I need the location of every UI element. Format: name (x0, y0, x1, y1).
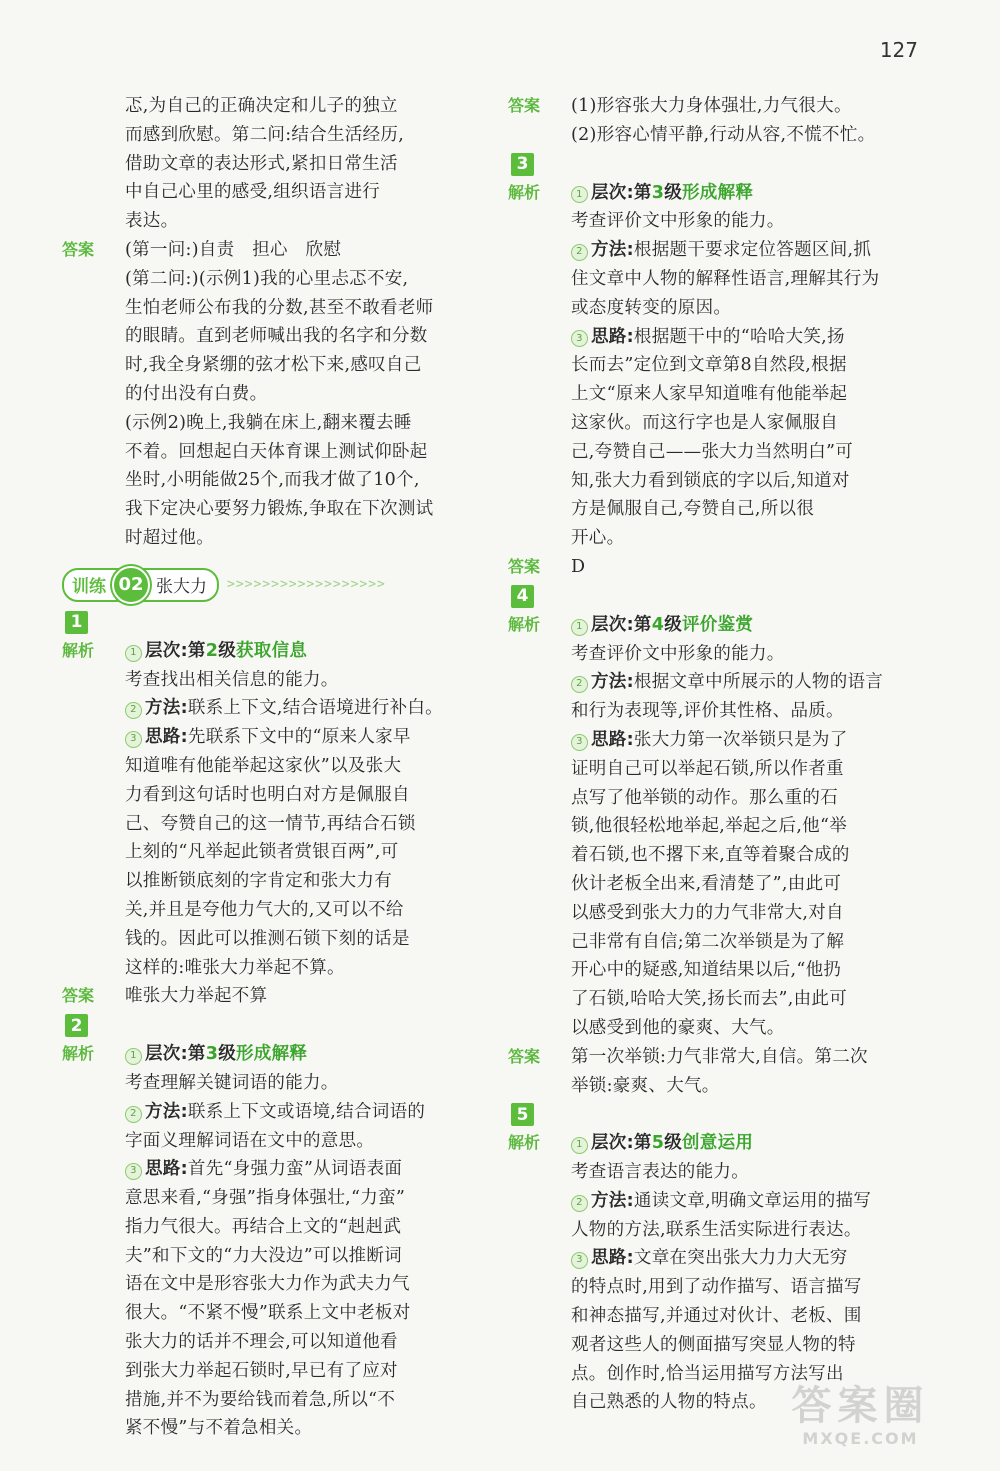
thinking-text: 首先“身强力蛮”从词语表面 (187, 1159, 403, 1180)
level-line (571, 611, 928, 640)
text-line: 字面义理解词语在文中的意思。 (125, 1130, 375, 1151)
thinking-line (571, 1244, 928, 1273)
level-prefix: 层次:第 (591, 1133, 652, 1154)
text-line: 己、夸赞自己的这一情节,再结合石锁 (125, 813, 416, 834)
text-line: 第一次举锁:力气非常大,自信。第二次 (571, 1046, 868, 1067)
right-column (508, 92, 928, 1417)
text-line: 或态度转变的原因。 (571, 297, 732, 318)
text-line: 知道唯有他能举起这家伙”以及张大 (125, 755, 402, 776)
step-2-icon: 2 (571, 1195, 588, 1212)
analysis-label: 解析 (62, 640, 95, 660)
method-text: 根据文章中所展示的人物的语言 (633, 672, 884, 693)
text-line: 时,我全身紧绷的弦才松下来,感叹自己 (125, 355, 422, 376)
thinking-text: 文章在突出张大力力大无穷 (633, 1248, 848, 1269)
skill-line: 考查找出相关信息的能力。 (125, 669, 339, 690)
text-line: 时超过他。 (125, 527, 214, 548)
text-line: 关,并且是夸他力气大的,又可以不给 (125, 899, 404, 920)
skill-line: 考查评价文中形象的能力。 (571, 211, 785, 232)
text-line: 和行为表现等,评价其性格、品质。 (571, 701, 844, 722)
thinking-label: 思路: (591, 326, 634, 347)
text-line: 这家伙。而这行字也是人家佩服自 (571, 412, 838, 433)
page-number: 127 (879, 38, 918, 62)
text-line: 坐时,小明能做25个,而我才做了10个, (125, 470, 420, 491)
text-line: (第二问:)(示例1)我的心里忐忑不安, (125, 268, 409, 289)
method-line (571, 668, 928, 697)
text-line: 以感受到张大力的力气非常大,对自 (571, 902, 844, 923)
text-line: (示例2)晚上,我躺在床上,翻来覆去睡 (125, 412, 412, 433)
text-line: 着石锁,也不撂下来,直等着聚合成的 (571, 845, 850, 866)
left-column (62, 92, 484, 1443)
method-label: 方法: (591, 240, 634, 261)
banner-number: 02 (112, 566, 150, 604)
step-2-icon: 2 (125, 702, 142, 719)
answer-text: 唯张大力举起不算 (125, 986, 268, 1007)
analysis-label: 解析 (508, 614, 541, 634)
skill-line: 考查评价文中形象的能力。 (571, 643, 785, 664)
method-label: 方法: (145, 698, 188, 719)
level-suffix: 级 (664, 182, 682, 203)
question-number-4: 4 (511, 585, 534, 608)
banner-pill (62, 568, 219, 602)
method-text: 联系上下文或语境,结合词语的 (187, 1101, 426, 1122)
answer-block-q3 (508, 553, 928, 582)
text-line: (2)形容心情平静,行动从容,不慌不忙。 (571, 124, 876, 145)
watermark-sub: MXQE.COM (802, 1429, 919, 1448)
text-line: (第一问:)自责 担心 欣慰 (125, 239, 342, 260)
level-prefix: 层次:第 (591, 182, 652, 203)
analysis-label: 解析 (508, 1133, 541, 1153)
text-line: 生怕老师公布我的分数,甚至不敢看老师 (125, 297, 434, 318)
method-line (571, 1187, 928, 1216)
thinking-line (125, 723, 484, 752)
watermark-main: 答案圈 (791, 1383, 930, 1429)
level-prefix: 层次:第 (591, 614, 652, 635)
answer-label: 答案 (508, 556, 541, 576)
intro-text (62, 92, 484, 236)
analysis-block-q1 (62, 637, 484, 983)
level-prefix: 层次:第 (145, 640, 206, 661)
text-line: 锁,他很轻松地举起,举起之后,他“举 (571, 816, 848, 837)
step-3-icon: 3 (125, 1163, 142, 1180)
analysis-block-q5 (508, 1129, 928, 1417)
step-3-icon: 3 (571, 734, 588, 751)
step-1-icon: 1 (571, 619, 588, 636)
text-line: 紧不慢”与不着急相关。 (125, 1418, 313, 1439)
level-name: 形成解释 (236, 1044, 308, 1065)
text-line: 指力气很大。再结合上文的“赳赳武 (125, 1216, 402, 1237)
text-line: 己,夸赞自己——张大力当然明白”可 (571, 441, 854, 462)
text-line: 我下定决心要努力锻炼,争取在下次测试 (125, 499, 434, 520)
text-line: 知,张大力看到锁底的字以后,知道对 (571, 470, 850, 491)
analysis-block-q3 (508, 179, 928, 553)
text-line: 己非常有自信;第二次举锁是为了解 (571, 931, 845, 952)
text-line: 中自己心里的感受,组织语言进行 (125, 182, 381, 203)
text-line: 表达。 (125, 211, 179, 232)
banner-title: 张大力 (156, 577, 207, 598)
thinking-label: 思路: (145, 1159, 188, 1180)
level-suffix: 级 (664, 614, 682, 635)
thinking-text: 张大力第一次举锁只是为了 (633, 729, 848, 750)
text-line: 张大力的话并不理会,可以知道他看 (125, 1332, 398, 1353)
text-line: 以推断锁底刻的字肯定和张大力有 (125, 871, 392, 892)
analysis-label: 解析 (62, 1044, 95, 1064)
method-text: 通读文章,明确文章运用的描写 (633, 1190, 872, 1211)
question-number-1: 1 (65, 611, 88, 634)
text-line: 人物的方法,联系生活实际进行表达。 (571, 1219, 862, 1240)
step-1-icon: 1 (571, 186, 588, 203)
text-line: 开心。 (571, 528, 625, 549)
thinking-label: 思路: (591, 729, 634, 750)
text-line: 观者这些人的侧面描写突显人物的特 (571, 1334, 856, 1355)
level-number: 5 (651, 1133, 665, 1154)
step-3-icon: 3 (571, 330, 588, 347)
text-line: 借助文章的表达形式,紧扣日常生活 (125, 153, 398, 174)
text-line: 点写了他举锁的动作。那么重的石 (571, 787, 838, 808)
method-text: 联系上下文,结合语境进行补白。 (187, 698, 443, 719)
level-line (571, 179, 928, 208)
question-number-5: 5 (511, 1103, 534, 1126)
text-line: 伙计老板全出来,看清楚了”,由此可 (571, 873, 842, 894)
thinking-label: 思路: (591, 1248, 634, 1269)
text-line: 上刻的“凡举起此锁者赏银百两”,可 (125, 842, 399, 863)
text-line: 语在文中是形容张大力作为武夫力气 (125, 1274, 410, 1295)
text-line: 和神态描写,并通过对伙计、老板、围 (571, 1306, 862, 1327)
method-label: 方法: (591, 672, 634, 693)
answer-block-q1 (62, 982, 484, 1011)
banner-label: 训练 (72, 577, 106, 598)
answer-label: 答案 (508, 1046, 541, 1066)
text-line: 举锁:豪爽、大气。 (571, 1075, 720, 1096)
text-line: 住文章中人物的解释性语言,理解其行为 (571, 268, 880, 289)
level-suffix: 级 (664, 1133, 682, 1154)
analysis-block-q4 (508, 611, 928, 1043)
text-line: 钱的。因此可以推测石锁下刻的话是 (125, 928, 410, 949)
text-line: 很大。“不紧不慢”联系上文中老板对 (125, 1303, 411, 1324)
text-line: 长而去”定位到文章第8自然段,根据 (571, 355, 847, 376)
level-number: 3 (651, 182, 665, 203)
step-2-icon: 2 (571, 676, 588, 693)
question-number-2: 2 (65, 1014, 88, 1037)
text-line: 点。创作时,恰当运用描写方法写出 (571, 1363, 844, 1384)
answer-block-q2 (508, 92, 928, 150)
method-label: 方法: (591, 1190, 634, 1211)
level-number: 2 (205, 640, 219, 661)
answer-label: 答案 (62, 986, 95, 1006)
text-line: 到张大力举起石锁时,早已有了应对 (125, 1360, 398, 1381)
text-line: 不着。回想起白天体育课上测试仰卧起 (125, 441, 428, 462)
answer-label: 答案 (508, 96, 541, 115)
thinking-label: 思路: (145, 727, 188, 748)
text-line: 以感受到他的豪爽、大气。 (571, 1017, 785, 1038)
level-suffix: 级 (218, 1044, 236, 1065)
text-line: 忑,为自己的正确决定和儿子的独立 (125, 96, 398, 116)
level-number: 3 (205, 1044, 219, 1065)
text-line: (1)形容张大力身体强壮,力气很大。 (571, 96, 852, 116)
analysis-label: 解析 (508, 182, 541, 202)
thinking-line (571, 323, 928, 352)
step-1-icon: 1 (125, 1048, 142, 1065)
section-banner (62, 565, 484, 605)
skill-line: 考查语言表达的能力。 (571, 1162, 749, 1183)
level-prefix: 层次:第 (145, 1044, 206, 1065)
text-line: 开心中的疑惑,知道结果以后,“他扔 (571, 960, 842, 981)
step-2-icon: 2 (125, 1106, 142, 1123)
method-line (125, 1098, 484, 1127)
level-name: 形成解释 (682, 182, 754, 203)
text-line: 自己熟悉的人物的特点。 (571, 1392, 767, 1413)
answer-label: 答案 (62, 239, 95, 259)
method-text: 根据题干要求定位答题区间,抓 (633, 240, 872, 261)
text-line: 方是佩服自己,夸赞自己,所以很 (571, 499, 815, 520)
answer-text: D (571, 556, 586, 577)
step-1-icon: 1 (571, 1137, 588, 1154)
text-line: 的眼睛。直到老师喊出我的名字和分数 (125, 326, 428, 347)
question-number-3: 3 (511, 153, 534, 176)
level-line (125, 637, 484, 666)
text-line: 这样的:唯张大力举起不算。 (125, 957, 345, 978)
thinking-text: 先联系下文中的“原来人家早 (187, 727, 411, 748)
answer-block-q4 (508, 1043, 928, 1101)
skill-line: 考查理解关键词语的能力。 (125, 1072, 339, 1093)
text-line: 了石锁,哈哈大笑,扬长而去”,由此可 (571, 989, 848, 1010)
level-name: 获取信息 (236, 640, 308, 661)
banner-arrows: >>>>>>>>>>>>>>>>>> (227, 577, 386, 593)
text-line: 的付出没有白费。 (125, 383, 268, 404)
method-label: 方法: (145, 1101, 188, 1122)
level-suffix: 级 (218, 640, 236, 661)
thinking-line (125, 1155, 484, 1184)
text-line: 而感到欣慰。第二问:结合生活经历, (125, 124, 405, 145)
level-line (125, 1040, 484, 1069)
method-line (571, 236, 928, 265)
text-line: 措施,并不为要给钱而着急,所以“不 (125, 1389, 396, 1410)
answer-block (62, 236, 484, 553)
step-1-icon: 1 (125, 645, 142, 662)
step-3-icon: 3 (125, 731, 142, 748)
text-line: 上文“原来人家早知道唯有他能举起 (571, 384, 848, 405)
text-line: 夫”和下文的“力大没边”可以推断词 (125, 1245, 402, 1266)
text-line: 的特点时,用到了动作描写、语言描写 (571, 1277, 862, 1298)
level-name: 创意运用 (682, 1133, 754, 1154)
thinking-text: 根据题干中的“哈哈大笑,扬 (633, 326, 845, 347)
level-name: 评价鉴赏 (682, 614, 754, 635)
text-line: 力看到这句话时也明白对方是佩服自 (125, 784, 410, 805)
level-number: 4 (651, 614, 665, 635)
text-line: 证明自己可以举起石锁,所以作者重 (571, 758, 844, 779)
thinking-line (571, 726, 928, 755)
analysis-block-q2 (62, 1040, 484, 1443)
watermark-logo (743, 1383, 978, 1455)
text-line: 意思来看,“身强”指身体强壮,“力蛮” (125, 1188, 406, 1209)
level-line (571, 1129, 928, 1158)
step-3-icon: 3 (571, 1252, 588, 1269)
step-2-icon: 2 (571, 244, 588, 261)
method-line (125, 694, 484, 723)
